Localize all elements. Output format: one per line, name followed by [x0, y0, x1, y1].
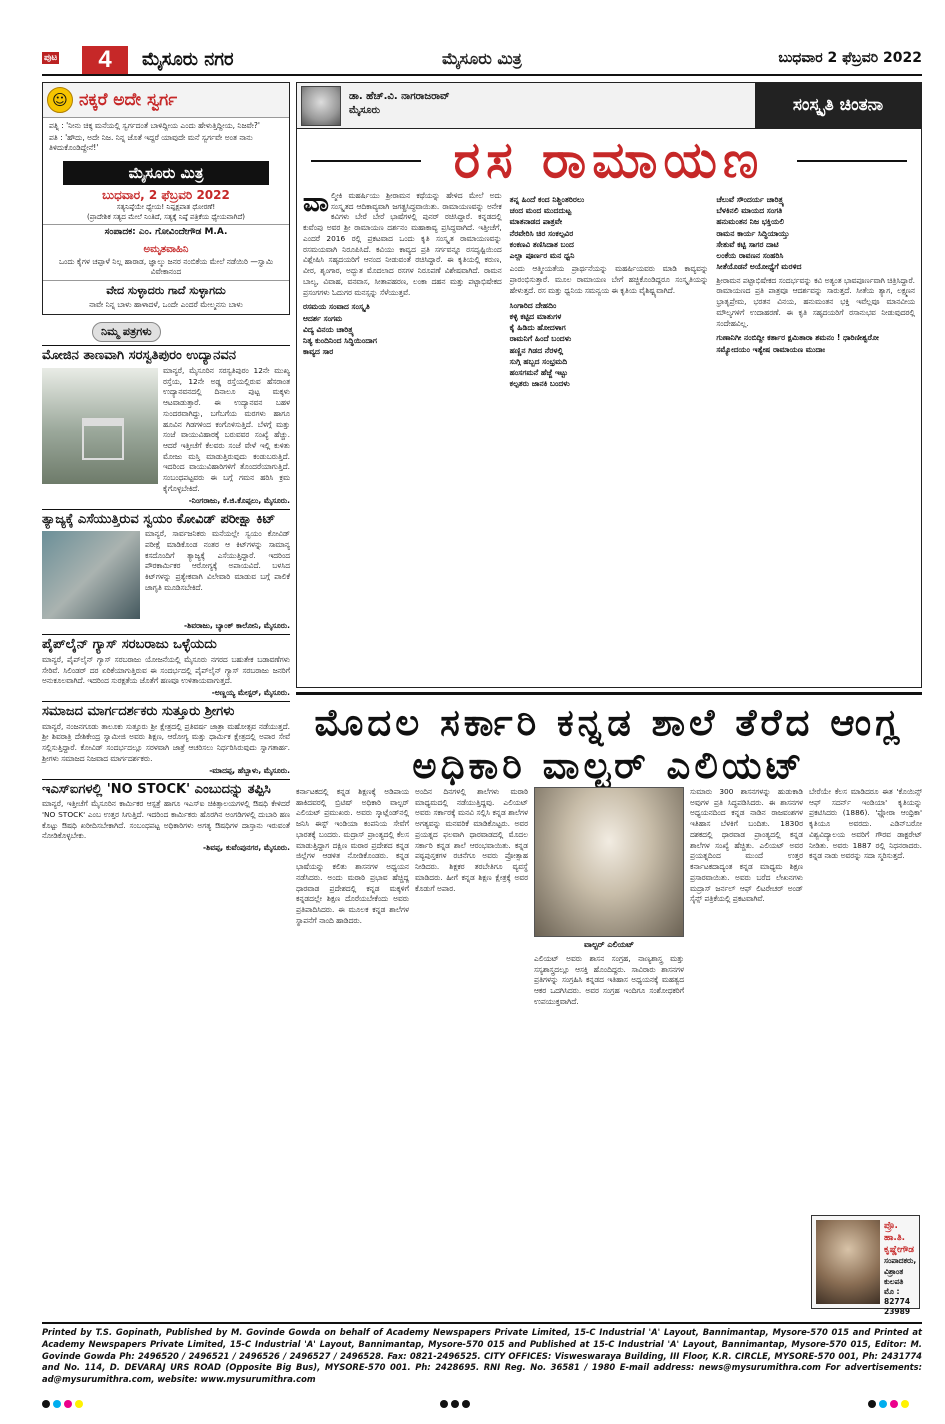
registration-marks-center	[440, 1400, 470, 1410]
humor-title: ನಕ್ಕರೆ ಅದೇ ಸ್ವರ್ಗ	[79, 90, 178, 110]
paper-name: ಮೈಸೂರು ಮಿತ್ರ	[442, 49, 522, 68]
walter-elliot-article	[296, 692, 922, 1317]
author-name: ಡಾ. ಹೆಚ್.ವಿ. ನಾಗರಾಜರಾವ್	[349, 91, 450, 102]
author-city: ಮೈಸೂರು	[349, 105, 381, 116]
left-column	[42, 82, 290, 856]
article-column-5	[809, 787, 922, 1317]
proverb-text: ನಾವೇ ನಿನ್ನ ಬಾಳು ಹಾಳಾದಳೆ, ಒಂದೇ ಎಂದರೆ ಮೇಲ್ಮನಸು ಬಾಳು	[89, 300, 243, 310]
letter-suttur	[42, 701, 290, 776]
registration-dot	[890, 1400, 898, 1408]
registration-marks-right	[868, 1400, 909, 1410]
letters-section-tag: ನಿಮ್ಮ ಪತ್ರಗಳು	[92, 322, 161, 342]
article-body: ಶ್ರೀರಾಮನ ಪಟ್ಟಾಭಿಷೇಕದ ಸಂದರ್ಭವನ್ನು ಕವಿ ಅತ್ಯಂತ ಭಾವಪೂರ್ಣವಾಗಿ ಚಿತ್ರಿಸಿದ್ದಾರೆ. ರಾಮಾಯಣದ ಪ್ರತಿ ಪಾತ್ರವೂ ಆದರ್ಶವನ್ನು ಸಾರುತ್ತದೆ. ಸೀತೆಯ ತ್ಯಾಗ, ಲಕ್ಷ್ಮಣನ ಭ್ರಾತೃಪ್ರೇಮ, ಭರತನ ವಿನಯ, ಹನುಮಂತನ ಭಕ್ತಿ ಇವೆಲ್ಲವೂ ಮಾನವೀಯ ಮೌಲ್ಯಗಳಿಗೆ ಉದಾಹರಣೆ. ಈ ಕೃತಿ ಸಹೃದಯರಿಗೆ ರಸಾನುಭವ ನೀಡುವುದರಲ್ಲಿ ಸಂದೇಹವಿಲ್ಲ.	[716, 275, 916, 328]
letter-body: ಪೈಪ್‌ಲೈನ್ ಗ್ಯಾಸ್ ಸರಬರಾಜು ಯೋಜನೆಯಲ್ಲಿ ಮೈಸೂರು ನಗರದ ಬಹುತೇಕ ಬಡಾವಣೆಗಳು ಸೇರಿವೆ. ಸಿಲಿಂಡರ್ ದರ ಏರಿಕೆಯಾಗುತ್ತಿರುವ ಈ ಸಂದರ್ಭದಲ್ಲಿ ಪೈಪ್‌ಲೈನ್ ಗ್ಯಾಸ್ ಸರಬರಾಜು ಜನರಿಗೆ ಅನುಕೂಲವಾಗಿದೆ. ಇದರಿಂದ ಸುರಕ್ಷತೆಯ ಜೊತೆಗೆ ಹಣವೂ ಉಳಿತಾಯವಾಗುತ್ತದೆ.	[42, 654, 291, 686]
section-name: ಮೈಸೂರು ನಗರ	[142, 49, 234, 70]
letter-salutation: ಮಾನ್ಯರೆ,	[42, 721, 64, 731]
article-column-2	[415, 787, 528, 1311]
walter-elliot-portrait	[534, 787, 684, 937]
article-header	[297, 83, 921, 129]
article-column-1	[303, 188, 502, 683]
letter-signature: -ನಿಂಗರಾಜು, ಕೆ.ಜಿ.ಕೊಪ್ಪಲು, ಮೈಸೂರು.	[188, 495, 290, 505]
author-byline	[349, 90, 450, 118]
letter-title: ತ್ಯಾಜ್ಯಕ್ಕೆ ಎಸೆಯುತ್ತಿರುವ ಸ್ವಯಂ ಕೋವಿಡ್ ಪರೀಕ್ಷಾ ಕಿಟ್	[42, 511, 276, 527]
registration-dot	[901, 1400, 909, 1408]
joke-text	[43, 118, 289, 158]
letter-signature: -ಶಿವಪ್ಪ, ಕುವೆಂಪುನಗರ, ಮೈಸೂರು.	[202, 843, 290, 853]
humor-header	[43, 83, 289, 118]
verse-block: ಸಿಂಗಾರಿದ ದೇಹದಿಂ ಕಳ್ಳಿ ಕಟ್ಟಿದ ಮಾತುಗಳ ಕೈ ಹಿಡಿದು ಹೋದಳಾಗ ರಾಮನಿಗೆ ಹಿಂದೆ ಬಂದಳು ಹಣ್ಣಿನ ಗಿಡದ ನೆರಳಲ್ಲಿ ಸುಗ್ಗಿ ಹಬ್ಬದ ಸಂಭ್ರಮದಿ ಹಂಸಗಮನೆ ಹೆಜ್ಜೆ ಇಟ್ಟು ಕಲ್ಪತರು ಜಾನಕಿ ಬಂದಳು	[509, 300, 572, 389]
amrita-title: ಅಮೃತವಾಹಿನಿ	[143, 244, 189, 256]
letter-gas	[42, 634, 290, 698]
article-body: ಎಲಿಯಟ್ ಅವರು ಶಾಸನ ಸಂಗ್ರಹ, ನಾಣ್ಯಶಾಸ್ತ್ರ ಮತ್ತು ಸಸ್ಯಶಾಸ್ತ್ರದಲ್ಲೂ ಆಸಕ್ತಿ ಹೊಂದಿದ್ದರು. ಸಾವಿರಾರು ಶಾಸನಗಳ ಪ್ರತಿಗಳನ್ನು ಸಂಗ್ರಹಿಸಿ ಕನ್ನಡದ ಇತಿಹಾಸ ಅಧ್ಯಯನಕ್ಕೆ ಮಹತ್ವದ ಆಕರ ಒದಗಿಸಿದರು. ಅವರ ಸಂಗ್ರಹ ಇಂದಿಗೂ ಸಂಶೋಧಕರಿಗೆ ಉಪಯುಕ್ತವಾಗಿದೆ.	[534, 954, 684, 1006]
author-portrait	[301, 86, 341, 126]
drop-cap: ವಾ	[303, 188, 329, 218]
verse-block: ಚೆಲುವೆ ಸೌಂದರ್ಯ ಚಾರಿತ್ರ್ಯ ಬೆಳಕಿನಲಿ ಮಾಯದ ಸಂಗತಿ ಹನುಮಂತನ ನಿಜ ಭಕ್ತಿಯಲಿ ರಾಮನ ಕಾರ್ಯ ಸಿದ್ಧಿಯಾಯ್ತು ಸೇತುವೆ ಕಟ್ಟಿ ಸಾಗರ ದಾಟಿ ಲಂಕೆಯ ರಾವಣನ ಸಂಹರಿಸಿ ಸೀತೆಯೊಡನೆ ಅಯೋಧ್ಯೆಗೆ ಮರಳಿದ	[716, 195, 802, 272]
letter-salutation: ಮಾನ್ಯರೆ,	[42, 654, 64, 664]
letter-signature: -ಅಣ್ಣಯ್ಯ ಮೇಸ್ಟರ್, ಮೈಸೂರು.	[211, 688, 290, 698]
article-title: ಮೊದಲ ಸರ್ಕಾರಿ ಕನ್ನಡ ಶಾಲೆ ತೆರೆದ ಆಂಗ್ಲ ಅಧಿಕಾರಿ ವಾಲ್ಟರ್ ಎಲಿಯಟ್	[314, 701, 904, 788]
article-body: ಬೇರೆಯೇ ಕೆಲಸ ಮಾಡಿದರೂ ಈತ 'ಕೊಯಿನ್ಸ್ ಆಫ್ ಸದರ್ನ್ ಇಂಡಿಯಾ' ಕೃತಿಯನ್ನು ಪ್ರಕಟಿಸಿದರು (1886). 'ಫ್ಲೋರಾ ಆಂಧ್ರಿಕಾ' ಕೃತಿಯೂ ಅವರದು. ಎಡಿನ್‌ಬರೋ ವಿಶ್ವವಿದ್ಯಾಲಯ ಅವರಿಗೆ ಗೌರವ ಡಾಕ್ಟರೇಟ್ ನೀಡಿತು. ಅವರು 1887 ರಲ್ಲಿ ನಿಧನರಾದರು. ಕನ್ನಡ ನಾಡು ಅವರನ್ನು ಸದಾ ಸ್ಮರಿಸುತ್ತದೆ.	[809, 787, 922, 861]
author-phone: ಮೊ : 82774 23989	[884, 1286, 911, 1317]
article-column-3	[534, 787, 684, 1311]
motto-subline: (ಪ್ರಾದೇಶಿಕ ಸತ್ಯದ ಮೇಲೆ ನಿಂತಿದೆ, ಸತ್ಯಕ್ಕೆ ನಿಷ್ಠೆ ಪತ್ರಿಕೆಯ ಧ್ಯೇಯವಾಗಿದೆ)	[86, 212, 245, 221]
letter-title: ಇಎಸ್‌ಐಗಳಲ್ಲಿ 'NO STOCK' ಎಂಬುದನ್ನು ತಪ್ಪಿಸಿ	[42, 781, 271, 797]
letter-title: ಸಮಾಜದ ಮಾರ್ಗದರ್ಶಕರು ಸುತ್ತೂರು ಶ್ರೀಗಳು	[42, 704, 235, 720]
masthead	[42, 46, 922, 76]
letter-body: ಮೈಸೂರಿನ ಸರಸ್ವತಿಪುರಂ 12ನೇ ಮುಖ್ಯ ರಸ್ತೆಯ, 12ನೇ ಅಡ್ಡ ರಸ್ತೆಯಲ್ಲಿರುವ ಹೆಸರಾಂತ ಉದ್ಯಾನವನದಲ್ಲಿ ದಿನಾಲೂ ಪುಟ್ಟ ಮಕ್ಕಳು ಆಟವಾಡುತ್ತಾರೆ. ಈ ಉದ್ಯಾನವನ ಬಹಳ ಸುಂದರವಾಗಿದ್ದು, ಬಗೆಬಗೆಯ ಮರಗಳು ಹಾಗೂ ಹೂವಿನ ಗಿಡಗಳಿಂದ ಕಂಗೊಳಿಸುತ್ತಿದೆ. ಬೆಳಗ್ಗೆ ಮತ್ತು ಸಂಜೆ ವಾಯುವಿಹಾರಕ್ಕೆ ಬರುವವರ ಸಂಖ್ಯೆ ಹೆಚ್ಚು. ಆದರೆ ಇತ್ತೀಚೆಗೆ ಕೆಲವರು ಸಂಜೆ ವೇಳೆ ಇಲ್ಲಿ ಕುಳಿತು ಮೋಜು ಮಸ್ತಿ ಮಾಡುತ್ತಿರುವುದು ಕಂಡುಬರುತ್ತಿದೆ. ಇದರಿಂದ ವಾಯುವಿಹಾರಿಗಳಿಗೆ ತೊಂದರೆಯಾಗುತ್ತಿದೆ. ಸಂಬಂಧಪಟ್ಟವರು ಈ ಬಗ್ಗೆ ಗಮನ ಹರಿಸಿ ಕ್ರಮ ಕೈಗೊಳ್ಳಬೇಕಿದೆ.	[163, 365, 290, 493]
article-columns	[296, 787, 922, 1317]
article-column-2	[510, 191, 709, 683]
title-rule-right	[797, 160, 907, 162]
verse-block: ತನ್ನ ಹಿಂದೆ ಕಂದ ನಿಶ್ಚಿಂತರಿರಲು ಚಂದ ಮಂದ ಮುದದುಟ್ಟ ಮಾತನಾಡದ ಪಾತ್ರವೇ ನೆರವೇರಿಸಿ ಚಿರ ಸಂಕಲ್ಪವಿರ ಕಂಕಣವಿ ತಣಿಸಿದಾತ ಬಂದ ಎಲ್ಲಾ ಪೂರ್ಣರ ಮನ ಧ್ವನಿ	[509, 195, 585, 261]
title-rule-left	[311, 160, 421, 162]
letter-title: ಪೈಪ್‌ಲೈನ್ ಗ್ಯಾಸ್ ಸರಬರಾಜು ಒಳ್ಳೆಯದು	[42, 637, 217, 653]
article-columns	[297, 188, 921, 683]
author-role: ಸಂಪಾದಕರು, ವಿಶ್ರಾಂತ ಕುಲಪತಿ	[884, 1256, 917, 1286]
humor-box	[42, 82, 290, 315]
registration-dot	[440, 1400, 448, 1408]
registration-dot	[64, 1400, 72, 1408]
article-column-3	[716, 191, 915, 683]
letter-esi	[42, 779, 290, 854]
page-number: 4	[82, 46, 128, 74]
column-label: ಸಂಸ್ಕೃತಿ ಚಿಂತನಾ	[755, 83, 921, 128]
letter-covid-kit	[42, 509, 290, 632]
article-body: ಲ್ಮೀಕಿ ಮಹರ್ಷಿಯು ಶ್ರೀರಾಮನ ಕಥೆಯನ್ನು ಹೇಳಿದ ಮೇಲೆ ಅದು ಸಂಸ್ಕೃತದ ಆದಿಕಾವ್ಯವಾಗಿ ಜಗತ್ಪ್ರಸಿದ್ಧವಾಯಿತು. ರಾಮಾಯಣವನ್ನು ಅನೇಕ ಕವಿಗಳು ಬೇರೆ ಬೇರೆ ಭಾಷೆಗಳಲ್ಲಿ ಪುನರ್ ರಚಿಸಿದ್ದಾರೆ. ಕನ್ನಡದಲ್ಲಿ ಕುವೆಂಪು ಅವರ ಶ್ರೀ ರಾಮಾಯಣ ದರ್ಶನಂ ಮಹಾಕಾವ್ಯ ಪ್ರಸಿದ್ಧವಾಗಿದೆ. ಇತ್ತೀಚೆಗೆ, ಎಂದರೆ 2016 ರಲ್ಲಿ ಪ್ರಕಟವಾದ ಒಂದು ಕೃತಿ ಸಂಸ್ಕೃತ ರಾಮಾಯಣವನ್ನು ರಸಮಯವಾಗಿ ನಿರೂಪಿಸಿದೆ. ಕವಿಯು ಕಾವ್ಯದ ಪ್ರತಿ ಸರ್ಗವನ್ನೂ ರಸದೃಷ್ಟಿಯಿಂದ ವಿಶ್ಲೇಷಿಸಿ ಸಹೃದಯರಿಗೆ ಆನಂದ ನೀಡುವಂತೆ ರಚಿಸಿದ್ದಾರೆ. ಈ ಕೃತಿಯಲ್ಲಿ ಕರುಣ, ವೀರ, ಶೃಂಗಾರ, ಅದ್ಭುತ ಮೊದಲಾದ ರಸಗಳ ನಿರೂಪಣೆ ವಿಶೇಷವಾಗಿದೆ. ರಾಮನ ಬಾಲ್ಯ, ವಿವಾಹ, ವನವಾಸ, ಸೀತಾಪಹರಣ, ಲಂಕಾ ದಹನ ಮತ್ತು ಪಟ್ಟಾಭಿಷೇಕದ ಪ್ರಸಂಗಗಳು ಓದುಗರ ಮನಸ್ಸನ್ನು ಸೆಳೆಯುತ್ತವೆ.	[303, 191, 502, 297]
verse-block: ರಸಮಯ ಸಂವಾದ ಸಂಸ್ಕೃತಿ ಆದರ್ಶ ಸಂಗಮ ವಿದ್ಯ ವಿನಯ ಚಾರಿತ್ರ್ಯ ನಿತ್ಯ ಕುಂದಿನಿಂದ ಸಿದ್ಧಿಯಿಂದಾಗ ಕಾವ್ಯದ ಸಾರ	[303, 302, 377, 357]
laughing-face-icon: ☺	[47, 87, 73, 113]
page-label: ಪುಟ	[44, 53, 58, 63]
registration-dot	[42, 1400, 50, 1408]
article-body: ಅಂದಿನ ದಿನಗಳಲ್ಲಿ ಶಾಲೆಗಳು ಮರಾಠಿ ಮಾಧ್ಯಮದಲ್ಲಿ ನಡೆಯುತ್ತಿದ್ದವು. ಎಲಿಯಟ್ ಅವರು ಸರ್ಕಾರಕ್ಕೆ ಮನವಿ ಸಲ್ಲಿಸಿ ಕನ್ನಡ ಶಾಲೆಗಳ ಅಗತ್ಯವನ್ನು ಮನವರಿಕೆ ಮಾಡಿಕೊಟ್ಟರು. ಅವರ ಪ್ರಯತ್ನದ ಫಲವಾಗಿ ಧಾರವಾಡದಲ್ಲಿ ಮೊದಲ ಸರ್ಕಾರಿ ಕನ್ನಡ ಶಾಲೆ ಆರಂಭವಾಯಿತು. ಕನ್ನಡ ಪಠ್ಯಪುಸ್ತಕಗಳ ರಚನೆಗೂ ಅವರು ಪ್ರೋತ್ಸಾಹ ನೀಡಿದರು. ಶಿಕ್ಷಕರ ತರಬೇತಿಗೂ ವ್ಯವಸ್ಥೆ ಮಾಡಿದರು. ಹೀಗೆ ಕನ್ನಡ ಶಿಕ್ಷಣ ಕ್ಷೇತ್ರಕ್ಕೆ ಅವರ ಕೊಡುಗೆ ಅಪಾರ.	[415, 787, 528, 893]
letter-body: ಇತ್ತೀಚೆಗೆ ಮೈಸೂರಿನ ಕಾರ್ಮಿಕರ ಆಸ್ಪತ್ರೆ ಹಾಗೂ ಇಎಸ್‌ಐ ಚಿಕಿತ್ಸಾಲಯಗಳಲ್ಲಿ ಔಷಧಿ ಕೇಳಿದರೆ 'NO STOCK' ಎಂಬ ಉತ್ತರ ಸಿಗುತ್ತಿದೆ. ಇದರಿಂದ ಕಾರ್ಮಿಕರು ಹೊರಗಿನ ಅಂಗಡಿಗಳಲ್ಲಿ ದುಬಾರಿ ಹಣ ಕೊಟ್ಟು ಔಷಧಿ ಖರೀದಿಸಬೇಕಾಗಿದೆ. ಸಂಬಂಧಪಟ್ಟ ಅಧಿಕಾರಿಗಳು ಅಗತ್ಯ ಔಷಧಿಗಳ ದಾಸ್ತಾನು ಇರುವಂತೆ ನೋಡಿಕೊಳ್ಳಬೇಕು.	[42, 799, 290, 841]
article-body: ಎಂದು ಆತ್ಮೀಯತೆಯ ಪ್ರಾರ್ಥನೆಯನ್ನು ಮಹರ್ಷಿಯವರು ಮಾಡಿ ಕಾವ್ಯವನ್ನು ಪ್ರಾರಂಭಿಸುತ್ತಾರೆ. ಮೂಲ ರಾಮಾಯಣ ಬೇಗೆ ಹಚ್ಚಿಕೊಂಡಿದ್ದರೂ ಸಂಸ್ಕೃತಿಯನ್ನು ಹೇಳುತ್ತದೆ. ರಸ ಮತ್ತು ಧ್ವನಿಯ ಸಮನ್ವಯ ಈ ಕೃತಿಯ ವೈಶಿಷ್ಟ್ಯವಾಗಿದೆ.	[509, 264, 709, 295]
letter-salutation: ಮಾನ್ಯರೆ,	[163, 365, 185, 375]
imprint-footer: Printed by T.S. Gopinath, Published by M. Govinde Gowda on behalf of Academy Newspapers Private Limited, 15-C Industrial 'A' Layout, Bannimantap, Mysore-570 015 and Printed at Academy Newspapers Private Limited, 15-C Industrial 'A' Layout, Bannimantap, Mysore-570 015 and Published at 15-C Industrial 'A' Layout, Bannimantap, Mysore-570 015, Editor: M. Govinde Gowda Ph: 2496520 / 2496521 / 2496526 / 2496527 / 2496528. Fax: 0821-2496525. CITY OFFICES: Visweswaraya Building, III Floor, K.R. CIRCLE, MYSORE-570 001, Ph: 2431774 and No. 114, D. DEVARAJ URS ROAD (Opposite Big Bus), MYSORE-570 001. Ph: 2428695. RNI Reg. No. 36581 / 1980 E-mail address: news@mysurumithra.com For advertisements: ad@mysurumithra.com, website: www.mysurumithra.com	[42, 1322, 922, 1386]
article-column-4	[690, 787, 803, 1311]
rasa-ramayana-article	[296, 82, 922, 688]
joke-question: ಪತ್ನಿ : 'ನೀನು ಚಿಕ್ಕ ಮನೆಯಲ್ಲಿ ಸ್ವರ್ಗದಂತೆ ಬಾಳಿದ್ದೀಯ ಎಂದು ಹೇಳುತ್ತಿದ್ದೀಯ, ನಿಜವೇ?'	[49, 121, 260, 130]
letter-salutation: ಮಾನ್ಯರೆ,	[42, 799, 64, 809]
letter-park	[42, 345, 290, 505]
registration-marks-left	[42, 1400, 83, 1410]
dateline: ಬುಧವಾರ 2 ಫೆಬ್ರವರಿ 2022	[778, 50, 922, 66]
author-name: ಪ್ರೊ. ಹಾ.ತಿ. ಕೃಷ್ಣೇಗೌಡ	[884, 1221, 914, 1256]
proverb-title: ವೇದ ಸುಳ್ಳಾದರು ಗಾದೆ ಸುಳ್ಳಾಗದು	[43, 280, 289, 298]
letter-body: ಸಾರ್ವಜನಿಕರು ಮನೆಯಲ್ಲೇ ಸ್ವಯಂ ಕೋವಿಡ್ ಪರೀಕ್ಷೆ ಮಾಡಿಕೊಂಡ ನಂತರ ಆ ಕಿಟ್‌ಗಳನ್ನು ಸಾಮಾನ್ಯ ಕಸದೊಂದಿಗೆ ತ್ಯಾಜ್ಯಕ್ಕೆ ಎಸೆಯುತ್ತಿದ್ದಾರೆ. ಇದರಿಂದ ಪೌರಕಾರ್ಮಿಕರ ಆರೋಗ್ಯಕ್ಕೆ ಅಪಾಯವಿದೆ. ಬಳಸಿದ ಕಿಟ್‌ಗಳನ್ನು ಪ್ರತ್ಯೇಕವಾಗಿ ವಿಲೇವಾರಿ ಮಾಡುವ ಬಗ್ಗೆ ಪಾಲಿಕೆ ಜಾಗೃತಿ ಮೂಡಿಸಬೇಕಿದೆ.	[145, 529, 290, 592]
registration-dot	[868, 1400, 876, 1408]
registration-dot	[75, 1400, 83, 1408]
letter-title: ಮೋಜಿನ ತಾಣವಾಗಿ ಸರಸ್ವತಿಪುರಂ ಉದ್ಯಾನವನ	[42, 348, 236, 364]
motto-line: ಸತ್ಯನಿಷ್ಠೆಯೇ ಧ್ಯೇಯ! ನಿಷ್ಪಕ್ಷಪಾತ ಧೋರಣೆ!	[116, 203, 216, 212]
registration-dot	[451, 1400, 459, 1408]
issue-date: ಬುಧವಾರ, 2 ಫೆಬ್ರವರಿ 2022	[102, 188, 230, 203]
portrait-caption: ವಾಲ್ಟರ್ ಎಲಿಯಟ್	[584, 940, 634, 949]
amrita-text: ಒಂದು ಕೈಗಳ ಚಪ್ಪಾಳೆ ನಿಲ್ಲ ಹಾರಾಡ, ಜ್ಞಾಲ್ಕು ಜನರ ನಂಬಿಕೆಯ ಮೇಲೆ ನಡೆಯಿರಿ —ಸ್ವಾಮಿ ವಿವೇಕಾನಂದ	[58, 257, 274, 277]
article-body: ಸುಮಾರು 300 ಶಾಸನಗಳನ್ನು ಹುಡುಕಾಡಿ ಅವುಗಳ ಪ್ರತಿ ಸಿದ್ಧಪಡಿಸಿದರು. ಈ ಶಾಸನಗಳ ಅಧ್ಯಯನದಿಂದ ಕನ್ನಡ ನಾಡಿನ ರಾಜವಂಶಗಳ ಇತಿಹಾಸ ಬೆಳಕಿಗೆ ಬಂದಿತು. 1830ರ ದಶಕದಲ್ಲಿ ಧಾರವಾಡ ಪ್ರಾಂತ್ಯದಲ್ಲಿ ಕನ್ನಡ ಶಾಲೆಗಳ ಸಂಖ್ಯೆ ಹೆಚ್ಚಿತು. ಎಲಿಯಟ್ ಅವರ ಪ್ರಯತ್ನದಿಂದ ಮುಂದೆ ಉತ್ತರ ಕರ್ನಾಟಕದಾದ್ಯಂತ ಕನ್ನಡ ಮಾಧ್ಯಮ ಶಿಕ್ಷಣ ಪ್ರಸಾರವಾಯಿತು. ಅವರು ಬರೆದ ಲೇಖನಗಳು ಮದ್ರಾಸ್ ಜರ್ನಲ್ ಆಫ್ ಲಿಟರೇಚರ್ ಅಂಡ್ ಸೈನ್ಸ್ ಪತ್ರಿಕೆಯಲ್ಲಿ ಪ್ರಕಟವಾಗಿವೆ.	[690, 787, 803, 904]
author-photo	[816, 1220, 880, 1304]
registration-dot	[53, 1400, 61, 1408]
letter-body: ನಂಜನಗೂಡು ತಾಲೂಕು ಸುತ್ತೂರು ಶ್ರೀ ಕ್ಷೇತ್ರದಲ್ಲಿ ಪ್ರತಿವರ್ಷ ಜಾತ್ರಾ ಮಹೋತ್ಸವ ನಡೆಯುತ್ತದೆ. ಶ್ರೀ ಶಿವರಾತ್ರಿ ದೇಶಿಕೇಂದ್ರ ಸ್ವಾಮೀಜಿ ಅವರು ಶಿಕ್ಷಣ, ಆರೋಗ್ಯ ಮತ್ತು ಧಾರ್ಮಿಕ ಕ್ಷೇತ್ರದಲ್ಲಿ ಅಪಾರ ಸೇವೆ ಸಲ್ಲಿಸುತ್ತಿದ್ದಾರೆ. ಕೋವಿಡ್ ಸಂದರ್ಭದಲ್ಲೂ ಸರಳವಾಗಿ ಜಾತ್ರೆ ಆಚರಿಸಲು ನಿರ್ಧರಿಸಿರುವುದು ಸ್ವಾಗತಾರ್ಹ. ಶ್ರೀಗಳು ಸಮಾಜದ ನಿಜವಾದ ಮಾರ್ಗದರ್ಶಕರು.	[42, 721, 290, 763]
letter-salutation: ಮಾನ್ಯರೆ,	[145, 529, 167, 539]
registration-dot	[462, 1400, 470, 1408]
letter-signature: -ಶಿವರಾಜು, ಬ್ಯಾಂಕ್ ಕಾಲೋನಿ, ಮೈಸೂರು.	[183, 621, 290, 631]
editor-line: ಸಂಪಾದಕ: ಎಂ. ಗೋವಿಂದೇಗೌಡ M.A.	[43, 224, 289, 241]
article-column-1	[296, 787, 409, 1311]
paper-logo-banner: ಮೈಸೂರು ಮಿತ್ರ	[63, 161, 269, 185]
joke-answer: ಪತಿ : 'ಹೌದು, ಅದೇ ನಿಜ. ನಿನ್ನ ಜೊತೆ ಇದ್ದರೆ ಯಾವುದೇ ಮನೆ ಸ್ವರ್ಗವೇ ಅಂತ ನಾನು ತಿಳಿದುಕೊಂಡಿದ್ದೇನೆ!'	[49, 133, 253, 153]
article-body: ಕರ್ನಾಟಕದಲ್ಲಿ ಕನ್ನಡ ಶಿಕ್ಷಣಕ್ಕೆ ಅಡಿಪಾಯ ಹಾಕಿದವರಲ್ಲಿ ಬ್ರಿಟಿಷ್ ಅಧಿಕಾರಿ ವಾಲ್ಟರ್ ಎಲಿಯಟ್ ಪ್ರಮುಖರು. ಅವರು ಸ್ಕಾಟ್ಲೆಂಡ್‌ನಲ್ಲಿ ಜನಿಸಿ ಈಸ್ಟ್ ಇಂಡಿಯಾ ಕಂಪನಿಯ ಸೇವೆಗೆ ಭಾರತಕ್ಕೆ ಬಂದರು. ಮದ್ರಾಸ್ ಪ್ರಾಂತ್ಯದಲ್ಲಿ ಕೆಲಸ ಮಾಡುತ್ತಿದ್ದಾಗ ದಕ್ಷಿಣ ಮರಾಠ ಪ್ರದೇಶದ ಕನ್ನಡ ಜಿಲ್ಲೆಗಳ ಆಡಳಿತ ನೋಡಿಕೊಂಡರು. ಕನ್ನಡ ಭಾಷೆಯನ್ನು ಕಲಿತು ಶಾಸನಗಳ ಅಧ್ಯಯನ ನಡೆಸಿದರು. ಅಂದು ಮರಾಠಿ ಪ್ರಭಾವ ಹೆಚ್ಚಿದ್ದ ಧಾರವಾಡ ಪ್ರದೇಶದಲ್ಲಿ ಕನ್ನಡ ಮಕ್ಕಳಿಗೆ ಕನ್ನಡದಲ್ಲೇ ಶಿಕ್ಷಣ ದೊರೆಯಬೇಕೆಂದು ಅವರು ಪ್ರತಿಪಾದಿಸಿದರು. ಈ ಮೂಲಕ ಕನ್ನಡ ಶಾಲೆಗಳ ಸ್ಥಾಪನೆಗೆ ನಾಂದಿ ಹಾಡಿದರು.	[296, 787, 409, 925]
closing-verse: ಗುಣಾನಿಗೀ ನಂಬಿದ್ದೀ ಕರ್ತಾರ ಕ್ಷಮಿತಾರಾ ಶಮನಂ ! ಧಾರಿಣೀಶ್ವರೋ ಸಮ್ಯೋದಯಂ ಇತ್ಯೇಷ ರಾಮಾಯಣ ಮುದಾಃ	[716, 333, 879, 354]
letter-signature: -ಮಾದಪ್ಪ, ಹೆಬ್ಬಾಳು, ಮೈಸೂರು.	[209, 765, 290, 775]
registration-dot	[879, 1400, 887, 1408]
covid-kit-photo	[42, 531, 140, 619]
title-row	[297, 129, 921, 191]
author-box	[811, 1215, 920, 1317]
park-photo	[42, 368, 158, 484]
article-title: ರಸ ರಾಮಾಯಣ	[453, 131, 765, 189]
author-meta	[884, 1220, 915, 1317]
